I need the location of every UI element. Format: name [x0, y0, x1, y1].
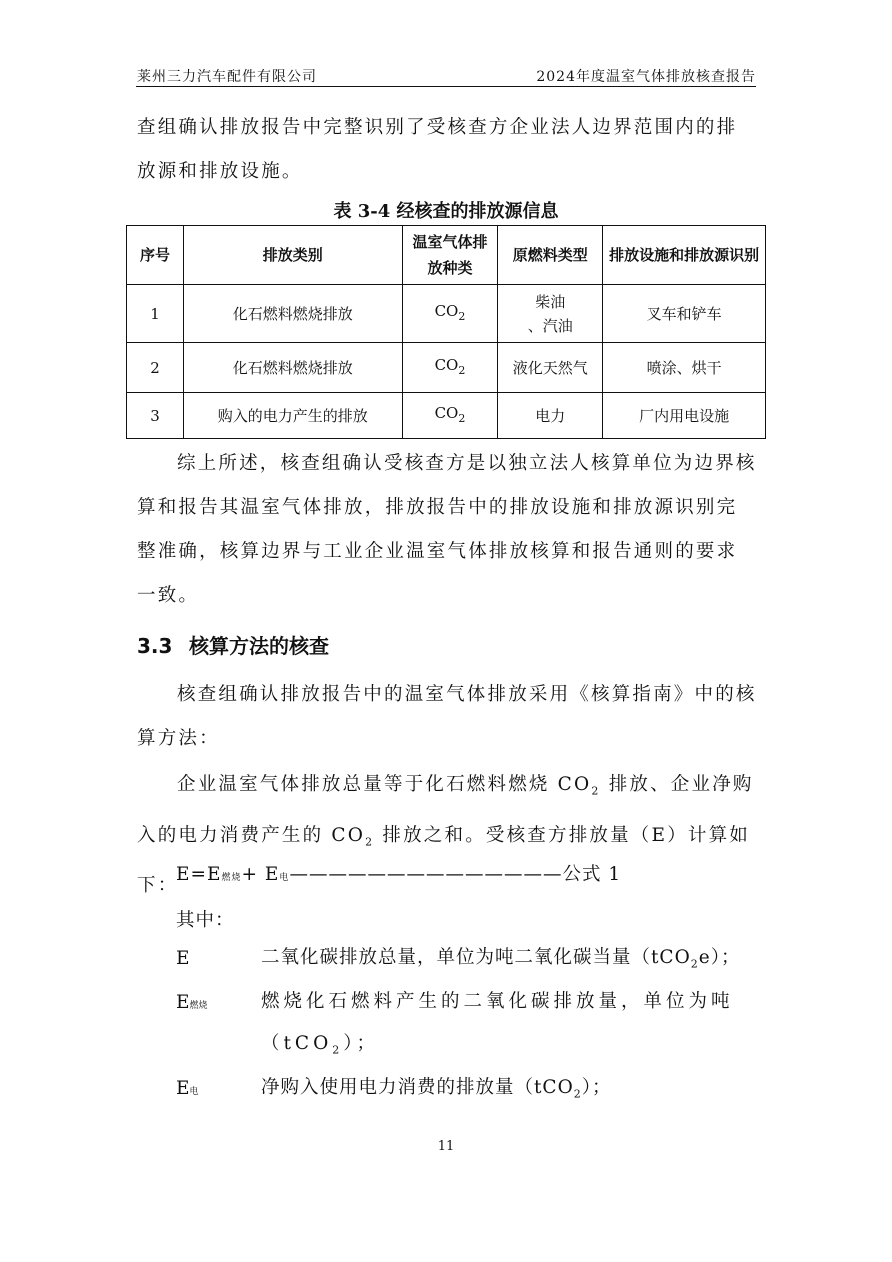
- formula-sub: 燃烧: [221, 873, 242, 883]
- definition-text: 净购入使用电力消费的排放量（tCO$_2$）；: [261, 1077, 612, 1101]
- gas-text: CO: [434, 301, 459, 320]
- header-report-title: 2024年度温室气体排放核查报告: [536, 69, 756, 85]
- cell-fuel: [498, 285, 603, 343]
- cell-no: 1: [127, 285, 184, 343]
- cell-gas: [402, 285, 498, 343]
- intro-paragraph: 查组确认排放报告中完整识别了受核查方企业法人边界范围内的排放源和排放设施。: [137, 117, 738, 182]
- formula-dash: ——————————————: [289, 864, 563, 885]
- gas-text: CO: [434, 403, 459, 422]
- table-row: [127, 343, 766, 393]
- cell-no: 2: [127, 343, 184, 393]
- emission-text: 排放、企业净购入的电力消费产生的 CO: [137, 774, 754, 846]
- emission-source-table: [126, 225, 766, 439]
- section-number: 3.3: [137, 634, 173, 658]
- gas-text: CO: [434, 355, 459, 374]
- cell-gas: [402, 343, 498, 393]
- definition-symbol: E燃烧: [176, 992, 208, 1013]
- subscript: 2: [591, 784, 601, 798]
- definition-text: 燃烧化石燃料产生的二氧化碳排放量，单位为吨（tCO$_2$）；: [261, 991, 734, 1057]
- header-category: 排放类别: [183, 226, 402, 285]
- section-title: 核算方法的核查: [189, 634, 329, 658]
- cell-category: 化石燃料燃烧排放: [183, 343, 402, 393]
- cell-facility: 叉车和铲车: [603, 285, 766, 343]
- fuel-line: 柴油: [535, 292, 566, 311]
- header-facility: 排放设施和排放源识别: [603, 226, 766, 285]
- header-divider: [136, 86, 756, 87]
- cell-fuel: 电力: [498, 393, 603, 439]
- summary-paragraph: 综上所述，核查组确认受核查方是以独立法人核算单位为边界核算和报告其温室气体排放，排放报告中的排放设施和排放源识别完整准确，核算边界与工业企业温室气体排放核算和报告通则的要求一致。: [137, 453, 757, 606]
- cell-facility: 喷涂、烘干: [603, 343, 766, 393]
- definition-text: 二氧化碳排放总量，单位为吨二氧化碳当量（tCO$_2$e）；: [261, 947, 741, 971]
- page-number: 11: [437, 1139, 455, 1154]
- cell-gas: [402, 393, 498, 439]
- cell-category: 化石燃料燃烧排放: [183, 285, 402, 343]
- fuel-line: 、汽油: [527, 316, 573, 335]
- header-fuel: 原燃料类型: [498, 226, 603, 285]
- formula: [176, 860, 621, 886]
- subscript: 2: [365, 835, 375, 849]
- table-row: [127, 393, 766, 439]
- gas-subscript: 2: [458, 411, 466, 425]
- definition-symbol: E: [176, 948, 190, 969]
- cell-no: 3: [127, 393, 184, 439]
- definition-symbol: E电: [176, 1078, 199, 1099]
- gas-subscript: 2: [458, 309, 466, 323]
- table-header-row: [127, 226, 766, 285]
- table-row: [127, 285, 766, 343]
- formula-sub: 电: [279, 873, 290, 883]
- table-caption: 表 3-4 经核查的排放源信息: [333, 201, 559, 222]
- where-label: 其中：: [176, 910, 235, 931]
- emission-text: 企业温室气体排放总量等于化石燃料燃烧 CO: [177, 774, 592, 795]
- header-company: 莱州三力汽车配件有限公司: [137, 69, 317, 85]
- formula-label: 公式 1: [562, 864, 622, 885]
- formula-lhs: E=E: [176, 864, 222, 885]
- emission-paragraph: [137, 763, 757, 908]
- emission-text: 排放之和。受核查方排放量（E）计算如下：: [137, 824, 750, 897]
- method-paragraph: 核查组确认排放报告中的温室气体排放采用《核算指南》中的核算方法：: [137, 684, 757, 749]
- cell-fuel: 液化天然气: [498, 343, 603, 393]
- formula-plus: + E: [241, 864, 280, 885]
- section-heading: [137, 630, 329, 659]
- cell-category: 购入的电力产生的排放: [183, 393, 402, 439]
- gas-subscript: 2: [458, 363, 466, 377]
- header-no: 序号: [127, 226, 184, 285]
- header-gas: 温室气体排放种类: [402, 226, 498, 285]
- cell-facility: 厂内用电设施: [603, 393, 766, 439]
